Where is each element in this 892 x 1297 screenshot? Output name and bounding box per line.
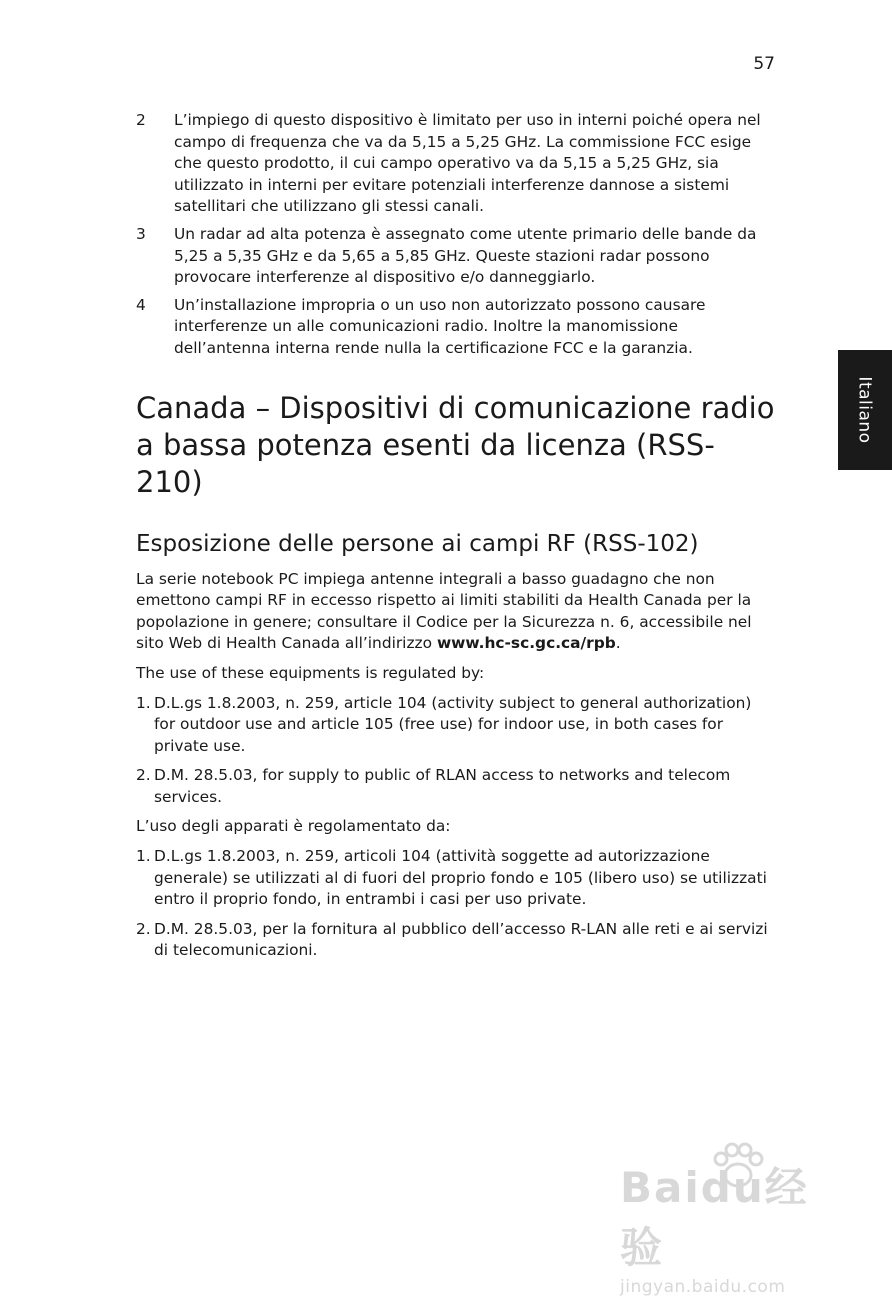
- page-number: 57: [753, 54, 775, 74]
- intro-text: La serie notebook PC impiega antenne integrali a basso guadagno che non emettono campi RF in eccesso rispetto ai limiti stabiliti da Health Canada per la popolazione in genere; consultare il Codice per la Sicurezza n. 6, accessibile nel sito Web di Health Canada all’indirizzo: [136, 569, 752, 653]
- footnote: [136, 295, 776, 360]
- list-item-number: 2.: [136, 766, 151, 785]
- list-item: [136, 765, 776, 808]
- page-content: [136, 110, 776, 970]
- health-canada-url: www.hc-sc.gc.ca/rpb: [436, 634, 616, 653]
- list-item-text: D.L.gs 1.8.2003, n. 259, article 104 (activity subject to general authorization) for outdoor use and article 105 (free use) for indoor use, in both cases for private use.: [154, 693, 752, 755]
- intro-end: .: [615, 634, 621, 653]
- language-tab-label: Italiano: [855, 376, 876, 444]
- section-title: Canada – Dispositivi di comunicazione radio a bassa potenza esenti da licenza (RSS-210): [136, 390, 775, 499]
- list-item: [136, 919, 776, 962]
- watermark-url: jingyan.baidu.com: [620, 1277, 786, 1297]
- list-item-text: D.M. 28.5.03, for supply to public of RLAN access to networks and telecom services.: [154, 766, 731, 806]
- paw-icon: [708, 1141, 768, 1191]
- list-item-text: D.L.gs 1.8.2003, n. 259, articoli 104 (attività soggette ad autorizzazione generale) se utilizzati al di fuori del proprio fondo e 105 (libero uso) se utilizzati entro il proprio fondo, in entrambi i casi per uso private.: [154, 847, 767, 909]
- footnote-text: Un radar ad alta potenza è assegnato come utente primario delle bande da 5,25 a 5,35 GHz e da 5,65 a 5,85 GHz. Queste stazioni radar possono provocare interferenze al dispositivo e/o danneggiarlo.: [174, 224, 757, 287]
- footnote-text: L’impiego di questo dispositivo è limitato per uso in interni poiché opera nel campo di frequenza che va da 5,15 a 5,25 GHz. La commissione FCC esige che questo prodotto, il cui campo operativo va da 5,15 a 5,25 GHz, sia utilizzato in interni per evitare potenziali interferenze dannose a sistemi satellitari che utilizzano gli stessi canali.: [174, 111, 761, 216]
- list-item-number: 2.: [136, 919, 151, 938]
- watermark-logo: Baidu经验: [620, 1163, 809, 1272]
- baidu-watermark: [620, 1155, 850, 1297]
- list-item: [136, 693, 776, 758]
- footnote: [136, 110, 776, 218]
- language-tab: [838, 350, 892, 470]
- footnote-number: 4: [136, 295, 146, 314]
- footnote-number: 2: [136, 111, 146, 129]
- list-item-text: D.M. 28.5.03, per la fornitura al pubblico dell’accesso R-LAN alle reti e ai servizi di telecomunicazioni.: [154, 919, 768, 960]
- italian-lead: L’uso degli apparati è regolamentato da:: [136, 817, 451, 836]
- subsection-title: Esposizione delle persone ai campi RF (RSS-102): [136, 530, 699, 557]
- list-item: [136, 846, 776, 911]
- english-lead: The use of these equipments is regulated by:: [136, 663, 485, 682]
- list-item-number: 1.: [136, 847, 151, 866]
- footnote-number: 3: [136, 224, 146, 243]
- footnote: [136, 224, 776, 289]
- intro-paragraph: [136, 569, 776, 655]
- list-item-number: 1.: [136, 693, 151, 712]
- footnote-text: Un’installazione impropria o un uso non autorizzato possono causare interferenze un alle comunicazioni radio. Inoltre la manomissione dell’antenna interna rende nulla la certificazione FCC e la garanzia.: [174, 295, 706, 357]
